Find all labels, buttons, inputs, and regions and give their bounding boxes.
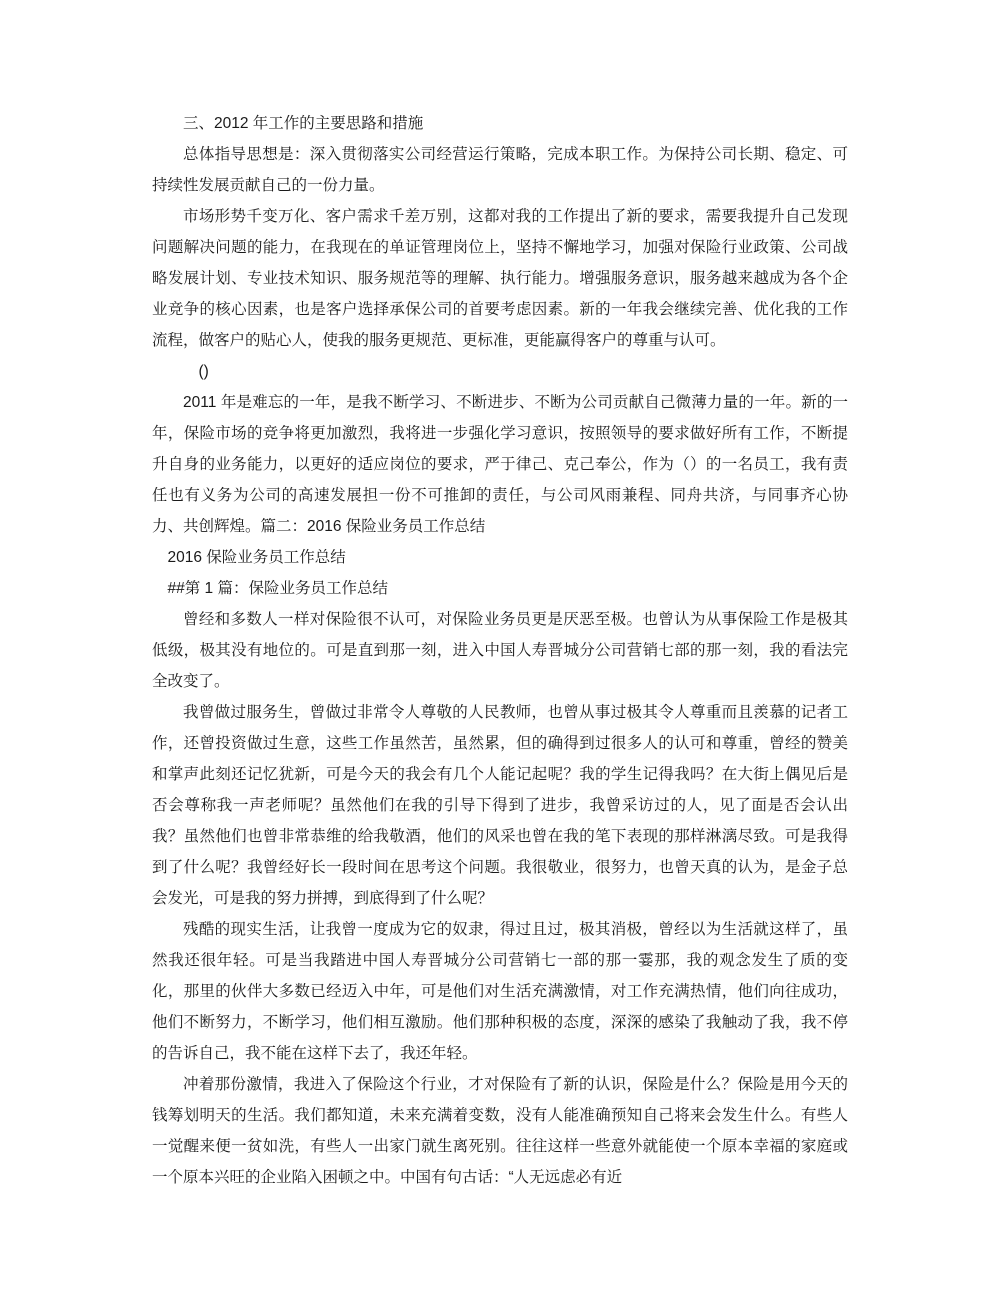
- subtitle-part-one: ##第 1 篇：保险业务员工作总结: [167, 580, 388, 597]
- paragraph-new-understanding: 冲着那份激情，我进入了保险这个行业，才对保险有了新的认识，保险是什么？保险是用今天的钱筹划明天的生活。我们都知道，未来充满着变数，没有人能准确预知自己将来会发生什么。有些人一觉醒来便一贫如洗，有些人一出家门就生离死别。往往这样一些意外就能使一个原本幸福的家庭或一个原本兴旺的企业陷入困顿之中。中国有句古话：“人无远虑必有近: [152, 1076, 848, 1186]
- document-body: [152, 108, 848, 1193]
- heading-section-three: 三、2012 年工作的主要思路和措施: [183, 115, 424, 132]
- paragraph-guiding-thought: 总体指导思想是：深入贯彻落实公司经营运行策略，完成本职工作。为保持公司长期、稳定、可持续性发展贡献自己的一份力量。: [152, 146, 848, 194]
- paragraph-cruel-reality: 残酷的现实生活，让我曾一度成为它的奴隶，得过且过，极其消极，曾经以为生活就这样了，虽然我还很年轻。可是当我踏进中国人寿晋城分公司营销七一部的那一霎那，我的观念发生了质的变化，那里的伙伴大多数已经迈入中年，可是他们对生活充满激情，对工作充满热情，他们向往成功，他们不断努力，不断学习，他们相互激励。他们那种积极的态度，深深的感染了我触动了我，我不停的告诉自己，我不能在这样下去了，我还年轻。: [152, 921, 848, 1062]
- paragraph-empty-parens: (): [198, 363, 209, 380]
- paragraph-2011-summary: 2011 年是难忘的一年，是我不断学习、不断进步、不断为公司贡献自己微薄力量的一年。新的一年，保险市场的竞争将更加激烈，我将进一步强化学习意识，按照领导的要求做好所有工作，不断提升自身的业务能力，以更好的适应岗位的要求，严于律己、克己奉公，作为（）的一名员工，我有责任也有义务为公司的高速发展担一份不可推卸的责任，与公司风雨兼程、同舟共济，与同事齐心协力、共创辉煌。篇二：2016 保险业务员工作总结: [152, 394, 848, 535]
- paragraph-past-jobs: 我曾做过服务生，曾做过非常令人尊敬的人民教师，也曾从事过极其令人尊重而且羡慕的记者工作，还曾投资做过生意，这些工作虽然苦，虽然累，但的确得到过很多人的认可和尊重，曾经的赞美和掌声此刻还记忆犹新，可是今天的我会有几个人能记起呢？我的学生记得我吗？在大街上偶见后是否会尊称我一声老师呢？虽然他们在我的引导下得到了进步，我曾采访过的人，见了面是否会认出我？虽然他们也曾非常恭维的给我敬酒，他们的风采也曾在我的笔下表现的那样淋漓尽致。可是我得到了什么呢？我曾经好长一段时间在思考这个问题。我很敬业，很努力，也曾天真的认为，是金子总会发光，可是我的努力拼搏，到底得到了什么呢？: [152, 704, 848, 907]
- paragraph-once-disliked: 曾经和多数人一样对保险很不认可，对保险业务员更是厌恶至极。也曾认为从事保险工作是极其低级，极其没有地位的。可是直到那一刻，进入中国人寿晋城分公司营销七部的那一刻，我的看法完全改变了。: [152, 611, 848, 690]
- subtitle-2016-summary: 2016 保险业务员工作总结: [167, 549, 346, 566]
- paragraph-market-situation: 市场形势千变万化、客户需求千差万别，这都对我的工作提出了新的要求，需要我提升自己发现问题解决问题的能力，在我现在的单证管理岗位上，坚持不懈地学习，加强对保险行业政策、公司战略发展计划、专业技术知识、服务规范等的理解、执行能力。增强服务意识，服务越来越成为各个企业竞争的核心因素，也是客户选择承保公司的首要考虑因素。新的一年我会继续完善、优化我的工作流程，做客户的贴心人，使我的服务更规范、更标准，更能赢得客户的尊重与认可。: [152, 208, 848, 349]
